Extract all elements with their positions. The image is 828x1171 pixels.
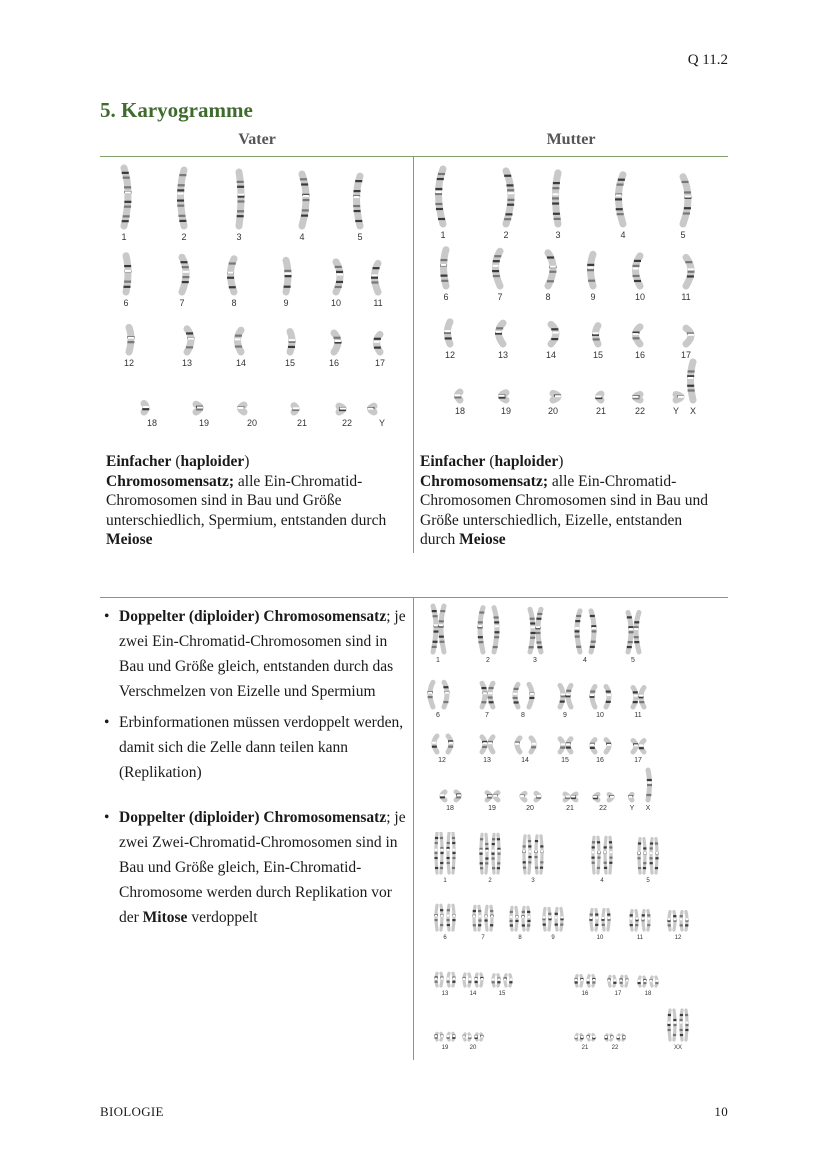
chromosome-number-label: 13 — [181, 358, 193, 368]
chromosome-icon — [595, 909, 598, 930]
chromosome-icon — [607, 909, 610, 930]
chromosome-icon — [515, 907, 518, 930]
chromosome-icon — [637, 839, 641, 873]
chromosome-icon — [435, 973, 438, 986]
chromosome-number-label: 14 — [235, 358, 247, 368]
chromosome-icon — [520, 793, 525, 800]
bullet-item: • Doppelter (diploider) Chromosomensatz; je zwei Zwei-Chromatid-Chromosomen sind in Bau und Größe gleich, Ein-Chromatid-Chromosome werden durch Replikation vor der Mitose verdoppelt — [104, 805, 409, 930]
chromosome-icon — [536, 793, 541, 800]
chromosome-icon — [680, 912, 683, 930]
chromosome-number-label: 13 — [497, 350, 509, 360]
chromosome-icon — [484, 906, 487, 930]
chromosome-icon — [463, 974, 466, 986]
chromosome-icon — [575, 611, 582, 652]
chromosome-icon — [499, 393, 507, 400]
chromosome-number-label: 1 — [443, 878, 447, 884]
chromosome-number-label: 8 — [231, 298, 237, 308]
chromosome-number-label: 12 — [438, 757, 446, 764]
chromosome-icon — [227, 259, 236, 292]
chromosome-icon — [444, 322, 452, 344]
chromosome-icon — [603, 837, 607, 873]
chromosome-icon — [685, 1010, 689, 1040]
chromosome-number-label: 12 — [444, 350, 456, 360]
chromosome-icon — [686, 328, 694, 344]
chromosome-icon — [482, 737, 487, 752]
chromosome-icon — [606, 740, 611, 752]
chromosome-icon — [481, 683, 487, 707]
chromosome-icon — [540, 836, 544, 873]
chromosome-icon — [528, 836, 532, 873]
chromosome-icon — [435, 169, 445, 224]
chromosome-icon — [630, 911, 633, 931]
footer-page-number: 10 — [714, 1104, 728, 1119]
chromosome-icon — [439, 606, 446, 652]
chromosome-icon — [685, 257, 694, 286]
chromosome-icon — [443, 682, 449, 707]
chromosome-number-label: 21 — [581, 1045, 589, 1051]
chromosome-number-label: 6 — [443, 935, 447, 941]
chromosome-icon — [487, 793, 492, 800]
chromosome-icon — [446, 833, 449, 873]
chromosome-number-label: 8 — [521, 712, 525, 719]
chromosome-icon — [680, 1010, 684, 1040]
chromosome-icon — [551, 324, 559, 344]
bullet-list — [104, 604, 409, 936]
chromosome-icon — [667, 912, 670, 930]
chromosome-number-label: 19 — [488, 805, 496, 812]
chromosome-icon — [639, 688, 645, 708]
chromosome-number-label: 11 — [373, 298, 383, 308]
chromosome-number-label: 22 — [341, 418, 353, 428]
chromosome-number-label: 15 — [592, 350, 604, 360]
chromosome-icon — [509, 907, 513, 930]
chromosome-icon — [555, 908, 558, 930]
column-header-mother: Mutter — [546, 131, 596, 148]
chromosome-number-label: 4 — [600, 878, 604, 884]
chromosome-icon — [186, 329, 194, 352]
chromosome-number-label: 4 — [620, 230, 626, 240]
chromosome-number-label: 11 — [681, 292, 691, 302]
chromosome-number-label: 9 — [563, 712, 567, 719]
chromosome-icon — [622, 1035, 625, 1040]
chromosome-number-label: XX — [673, 1045, 683, 1051]
chromosome-icon — [497, 975, 500, 986]
chromosome-number-label: 20 — [547, 406, 559, 416]
chromosome-icon — [633, 395, 641, 400]
chromosome-icon — [504, 975, 507, 986]
chromosome-number-label: 22 — [599, 805, 607, 812]
chromosome-icon — [643, 839, 647, 873]
chromosome-icon — [548, 908, 551, 930]
chromosome-icon — [673, 1010, 677, 1040]
chromosome-number-label: 16 — [328, 358, 340, 368]
middle-rule — [100, 597, 728, 598]
chromosome-icon — [488, 737, 493, 752]
chromosome-number-label: Y — [672, 406, 680, 416]
chromosome-icon — [633, 327, 641, 344]
chromosome-icon — [475, 1034, 478, 1040]
chromosome-number-label: 10 — [596, 935, 604, 941]
chromosome-icon — [440, 973, 443, 986]
bullet-item: • Erbinformationen müssen verdoppelt werden, damit sich die Zelle dann teilen kann (Replikation) — [104, 710, 409, 785]
chromosome-icon — [509, 975, 512, 986]
column-header-father: Vater — [238, 131, 276, 148]
chromosome-icon — [492, 975, 495, 986]
chromosome-icon — [610, 1035, 613, 1040]
chromosome-number-label: 15 — [561, 757, 569, 764]
chromosome-icon — [485, 834, 488, 873]
chromosome-icon — [493, 793, 498, 800]
chromosome-icon — [627, 612, 634, 652]
chromosome-number-label: 17 — [614, 991, 622, 997]
chromosome-icon — [590, 611, 597, 652]
chromosome-icon — [440, 905, 444, 930]
chromosome-icon — [655, 839, 659, 873]
chromosome-number-label: 6 — [436, 712, 440, 719]
chromosome-icon — [488, 683, 494, 707]
chromosome-number-label: 6 — [123, 298, 129, 308]
chromosome-icon — [491, 834, 495, 873]
chromosome-icon — [606, 686, 611, 707]
chromosome-number-label: 18 — [644, 991, 652, 997]
chromosome-number-label: 6 — [443, 292, 449, 302]
chromosome-icon — [633, 256, 642, 286]
chromosome-number-label: X — [689, 406, 697, 416]
chromosome-icon — [601, 909, 604, 930]
footer-subject: BIOLOGIE — [100, 1104, 164, 1119]
chromosome-number-label: 20 — [526, 805, 534, 812]
chromosome-icon — [633, 741, 638, 752]
chromosome-icon — [655, 977, 658, 986]
chromosome-icon — [447, 1033, 450, 1040]
chromosome-icon — [432, 606, 439, 652]
chromosome-number-label: 10 — [330, 298, 342, 308]
chromosome-number-label: 5 — [357, 232, 363, 242]
chromosome-number-label: 1 — [436, 657, 440, 664]
chromosome-icon — [667, 1010, 671, 1040]
chromosome-number-label: 4 — [583, 657, 587, 664]
chromosome-icon — [440, 792, 445, 800]
chromosome-icon — [237, 172, 245, 226]
replicated-karyogram — [430, 832, 700, 1057]
chromosome-icon — [492, 251, 501, 286]
chromosome-number-label: 2 — [486, 657, 490, 664]
chromosome-icon — [454, 392, 461, 400]
chromosome-icon — [371, 263, 380, 292]
chromosome-icon — [452, 1033, 455, 1040]
chromosome-number-label: 19 — [198, 418, 210, 428]
chromosome-icon — [590, 740, 595, 752]
chromosome-icon — [367, 406, 374, 412]
chromosome-icon — [237, 405, 244, 412]
chromosome-number-label: 19 — [441, 1045, 449, 1051]
father-karyogram — [104, 162, 404, 432]
chromosome-icon — [529, 609, 536, 652]
chromosome-icon — [428, 682, 433, 707]
chromosome-icon — [542, 908, 545, 930]
chromosome-icon — [589, 909, 592, 930]
chromosome-number-label: 9 — [590, 292, 596, 302]
chromosome-number-label: Y — [629, 805, 635, 812]
chromosome-number-label: 21 — [296, 418, 308, 428]
chromosome-icon — [142, 403, 149, 412]
chromosome-icon — [580, 976, 583, 986]
chromosome-number-label: 17 — [680, 350, 692, 360]
chromosome-icon — [650, 977, 653, 986]
chromosome-icon — [597, 837, 601, 873]
chromosome-number-label: Y — [378, 418, 386, 428]
chromosome-icon — [335, 262, 343, 292]
chromosome-icon — [529, 684, 534, 707]
chromosome-number-label: 15 — [284, 358, 296, 368]
chromosome-icon — [515, 738, 520, 752]
chromosome-icon — [560, 908, 563, 930]
chromosome-icon — [609, 794, 614, 800]
chromosome-icon — [504, 171, 514, 224]
chromosome-icon — [613, 976, 616, 986]
chromosome-icon — [452, 973, 455, 986]
chromosome-icon — [432, 736, 437, 752]
chromosome-icon — [592, 976, 595, 986]
chromosome-icon — [452, 833, 456, 873]
chromosome-icon — [480, 1034, 483, 1040]
chromosome-icon — [292, 406, 299, 412]
chromosome-icon — [374, 334, 381, 352]
chromosome-icon — [235, 330, 242, 352]
mother-karyogram — [418, 162, 723, 422]
chromosome-icon — [446, 905, 450, 930]
chromosome-number-label: 5 — [646, 878, 650, 884]
chromosome-number-label: 13 — [441, 991, 449, 997]
chromosome-icon — [560, 739, 565, 752]
chromosome-number-label: 8 — [545, 292, 551, 302]
chromosome-number-label: 5 — [680, 230, 686, 240]
chromosome-icon — [440, 1033, 443, 1040]
chromosome-number-label: 7 — [481, 935, 485, 941]
chromosome-icon — [566, 739, 571, 752]
chromosome-number-label: 3 — [555, 230, 561, 240]
chromosome-number-label: 10 — [634, 292, 646, 302]
chromosome-number-label: X — [645, 805, 651, 812]
chromosome-icon — [643, 977, 646, 986]
chromosome-icon — [635, 911, 638, 931]
chromosome-number-label: 10 — [596, 712, 604, 719]
father-description: Einfacher (haploider) Chromosomensatz; alle Ein-Chromatid-Chromosomen sind in Bau und Größe unterschiedlich, Spermium, entstanden durch Meiose — [106, 453, 387, 548]
chromosome-icon — [591, 837, 595, 873]
chromosome-icon — [560, 685, 566, 707]
chromosome-icon — [490, 906, 494, 930]
chromosome-icon — [435, 1033, 438, 1040]
chromosome-number-label: 20 — [246, 418, 258, 428]
chromosome-icon — [625, 976, 628, 986]
chromosome-number-label: 14 — [545, 350, 557, 360]
chromosome-icon — [440, 833, 444, 873]
chromosome-number-label: 18 — [446, 805, 454, 812]
chromosome-icon — [478, 608, 485, 652]
chromosome-icon — [534, 836, 538, 873]
chromosome-icon — [639, 741, 644, 752]
chromosome-number-label: 12 — [123, 358, 135, 368]
chromosome-number-label: 12 — [674, 935, 682, 941]
chromosome-icon — [475, 974, 478, 986]
chromosome-icon — [472, 906, 476, 930]
chromosome-icon — [617, 1035, 620, 1040]
chromosome-icon — [580, 1035, 583, 1040]
chromosome-icon — [641, 911, 644, 931]
chromosome-icon — [673, 912, 676, 930]
chromosome-number-label: 15 — [498, 991, 506, 997]
chromosome-icon — [649, 839, 653, 873]
chromosome-icon — [681, 177, 691, 224]
chromosome-number-label: 21 — [566, 805, 574, 812]
chromosome-icon — [595, 394, 602, 400]
chromosome-number-label: 16 — [596, 757, 604, 764]
chromosome-icon — [536, 609, 543, 652]
chromosome-number-label: 4 — [299, 232, 305, 242]
chromosome-icon — [456, 792, 461, 800]
chromosome-icon — [553, 393, 561, 400]
chromosome-number-label: 9 — [283, 298, 289, 308]
chromosome-number-label: 3 — [533, 657, 537, 664]
chromosome-icon — [300, 174, 310, 226]
chromosome-number-label: 3 — [531, 878, 535, 884]
chromosome-icon — [685, 912, 688, 930]
chromosome-number-label: 18 — [146, 418, 158, 428]
chromosome-icon — [634, 612, 640, 652]
bullet-item: • Doppelter (diploider) Chromosomensatz; je zwei Ein-Chromatid-Chromosomen sind in Bau und Größe gleich, entstanden durch das Verschmelzen von Eizelle und Spermium — [104, 604, 409, 704]
chromosome-icon — [468, 1034, 471, 1040]
chromosome-number-label: 11 — [634, 712, 642, 719]
chromosome-number-label: 5 — [631, 657, 635, 664]
chromosome-icon — [587, 1035, 590, 1040]
chromosome-icon — [440, 250, 448, 286]
chromosome-icon — [620, 976, 623, 986]
chromosome-icon — [527, 907, 531, 930]
chromosome-icon — [353, 176, 362, 226]
chromosome-icon — [127, 327, 134, 352]
header-rule — [100, 156, 728, 157]
chromosome-number-label: 3 — [236, 232, 242, 242]
chromosome-icon — [447, 973, 450, 986]
chromosome-icon — [495, 323, 503, 344]
section-title: 5. Karyogramme — [100, 98, 253, 122]
chromosome-icon — [587, 254, 595, 286]
chromosome-icon — [608, 976, 611, 986]
chromosome-icon — [522, 836, 526, 873]
chromosome-number-label: 16 — [634, 350, 646, 360]
mother-description: Einfacher (haploider) Chromosomensatz; alle Ein-Chromatid-Chromosomen Chromosomen sind in Bau und Größe unterschiedlich, Eizelle, entstanden durch Meiose — [420, 453, 709, 548]
chromosome-icon — [615, 175, 625, 224]
chromosome-icon — [452, 905, 455, 930]
chromosome-number-label: 2 — [503, 230, 509, 240]
chromosome-icon — [196, 404, 203, 412]
chromosome-icon — [593, 794, 598, 800]
column-divider-bottom — [413, 597, 414, 1060]
chromosome-icon — [513, 684, 519, 707]
page-reference: Q 11.2 — [687, 52, 728, 68]
chromosome-icon — [647, 911, 650, 931]
chromosome-icon — [531, 738, 536, 752]
chromosome-icon — [448, 736, 453, 752]
chromosome-icon — [646, 770, 652, 800]
chromosome-icon — [687, 362, 694, 400]
chromosome-number-label: 20 — [469, 1045, 477, 1051]
chromosome-number-label: 16 — [581, 991, 589, 997]
chromosome-icon — [479, 834, 483, 873]
chromosome-number-label: 1 — [121, 232, 127, 242]
column-divider-top — [413, 156, 414, 553]
chromosome-icon — [565, 794, 570, 800]
chromosome-icon — [575, 976, 578, 986]
chromosome-icon — [676, 395, 684, 400]
chromosome-icon — [628, 794, 633, 800]
chromosome-icon — [592, 1035, 595, 1040]
chromosome-icon — [497, 834, 501, 873]
chromosome-icon — [463, 1034, 466, 1040]
chromosome-icon — [633, 688, 638, 708]
chromosome-number-label: 17 — [634, 757, 642, 764]
chromosome-icon — [180, 257, 189, 292]
chromosome-number-label: 18 — [454, 406, 466, 416]
chromosome-icon — [493, 608, 500, 652]
chromosome-icon — [284, 260, 292, 292]
chromosome-number-label: 22 — [634, 406, 646, 416]
chromosome-number-label: 22 — [611, 1045, 619, 1051]
chromosome-icon — [571, 794, 576, 800]
chromosome-icon — [434, 833, 438, 873]
chromosome-icon — [339, 406, 346, 412]
chromosome-icon — [334, 333, 342, 352]
chromosome-number-label: 2 — [488, 878, 492, 884]
chromosome-number-label: 9 — [551, 935, 555, 941]
chromosome-number-label: 19 — [500, 406, 512, 416]
chromosome-number-label: 7 — [497, 292, 503, 302]
chromosome-icon — [592, 326, 600, 344]
chromosome-number-label: 13 — [483, 757, 491, 764]
chromosome-number-label: 1 — [440, 230, 446, 240]
chromosome-icon — [547, 253, 556, 286]
chromosome-icon — [566, 685, 572, 707]
chromosome-icon — [638, 977, 641, 986]
chromosome-icon — [478, 906, 482, 930]
chromosome-number-label: 8 — [518, 935, 522, 941]
chromosome-icon — [480, 974, 483, 986]
chromosome-icon — [575, 1035, 578, 1040]
chromosome-number-label: 14 — [469, 991, 477, 997]
chromosome-number-label: 2 — [181, 232, 187, 242]
chromosome-number-label: 7 — [485, 712, 489, 719]
chromosome-icon — [468, 974, 471, 986]
chromosome-number-label: 21 — [595, 406, 607, 416]
chromosome-icon — [590, 686, 596, 707]
chromosome-icon — [605, 1035, 608, 1040]
chromosome-number-label: 7 — [179, 298, 185, 308]
chromosome-icon — [587, 976, 590, 986]
chromosome-icon — [288, 332, 296, 352]
chromosome-icon — [521, 907, 525, 930]
chromosome-icon — [609, 837, 613, 873]
diploid-karyogram — [420, 602, 660, 814]
chromosome-icon — [434, 905, 437, 930]
chromosome-icon — [123, 256, 131, 292]
chromosome-number-label: 17 — [374, 358, 386, 368]
chromosome-icon — [122, 168, 132, 226]
chromosome-number-label: 11 — [636, 935, 644, 941]
chromosome-icon — [177, 170, 186, 226]
chromosome-icon — [552, 173, 561, 224]
chromosome-number-label: 14 — [521, 757, 529, 764]
